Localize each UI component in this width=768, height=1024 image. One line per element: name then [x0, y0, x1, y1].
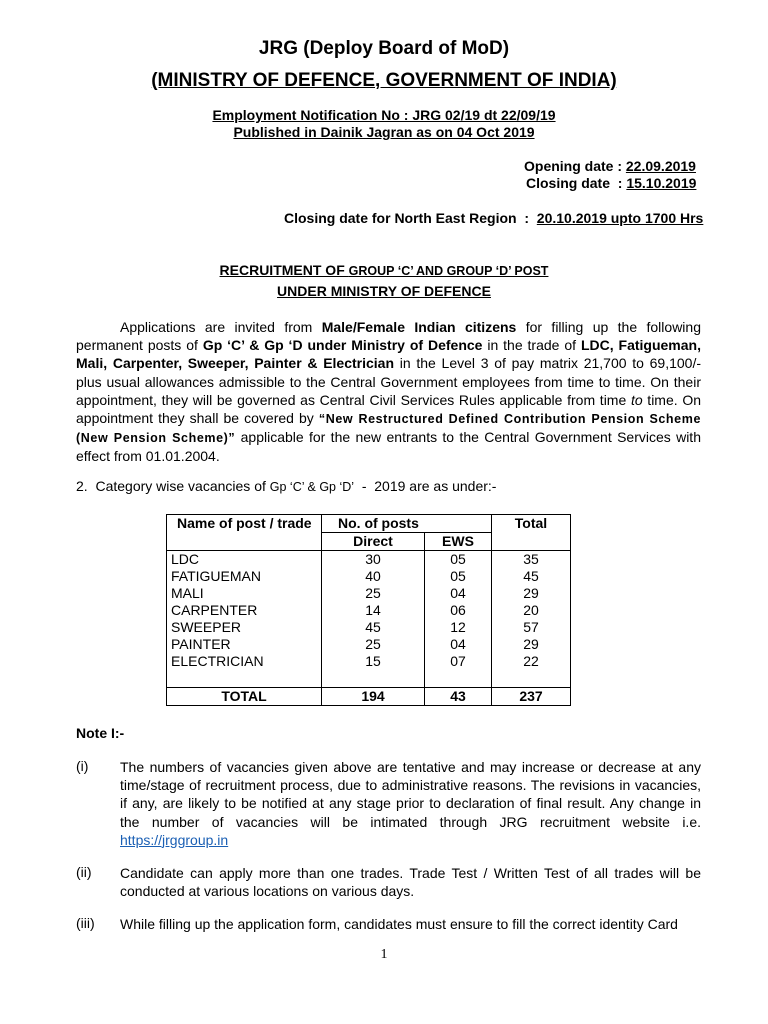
table-row: [167, 653, 571, 670]
row-direct: 40: [322, 568, 425, 585]
recruitment-subheading: UNDER MINISTRY OF DEFENCE: [277, 283, 491, 299]
notification-number: Employment Notification No : JRG 02/19 dt 22/09/19: [212, 107, 556, 123]
row-name: FATIGUEMAN: [167, 568, 322, 585]
row-ews: 12: [425, 619, 492, 636]
note-1-number: (i): [76, 758, 89, 774]
row-direct: 25: [322, 585, 425, 602]
row-name: MALI: [167, 585, 322, 602]
table-row: [167, 568, 571, 585]
intro-paragraph: Applications are invited from Male/Female Indian citizens for filling up the following permanent posts of Gp ‘C’ & Gp ‘D under Ministry of Defence in the trade of LDC, Fatigueman, Mali, Carpenter, Sweeper, Painter & Electrician in the Level 3 of pay matrix 21,700 to 69,100/- plus usual allowances admissible to the Central Government employees from time to time. On their appointment, they will be governed as Central Civil Services Rules applicable from time to time. On appointment they shall be covered by “New Restructured Defined Contribution Pension Scheme (New Pension Scheme)” applicable for the new entrants to the Central Government Services with effect from 01.01.2004.: [76, 319, 701, 465]
row-total: 22: [492, 653, 571, 670]
category-line: 2. Category wise vacancies of Gp ‘C’ & Gp ‘D’ - 2019 are as under:-: [76, 478, 497, 494]
header-posts: No. of posts: [322, 515, 492, 533]
row-direct: 14: [322, 602, 425, 619]
closing-date: Closing date : 15.10.2019: [526, 175, 697, 191]
row-direct: 45: [322, 619, 425, 636]
row-total: 29: [492, 585, 571, 602]
row-name: CARPENTER: [167, 602, 322, 619]
header-direct: Direct: [322, 533, 425, 551]
table-row: [167, 636, 571, 653]
row-total: 57: [492, 619, 571, 636]
row-total: 29: [492, 636, 571, 653]
table-row: [167, 551, 571, 569]
row-ews: 04: [425, 585, 492, 602]
page-number: 1: [380, 947, 388, 962]
row-ews: 05: [425, 551, 492, 569]
row-name: ELECTRICIAN: [167, 653, 322, 670]
row-ews: 05: [425, 568, 492, 585]
opening-date: Opening date : 22.09.2019: [524, 158, 696, 174]
vacancy-table: [166, 514, 571, 706]
row-name: LDC: [167, 551, 322, 569]
table-row: [167, 619, 571, 636]
note-3-number: (iii): [76, 915, 95, 931]
row-direct: 15: [322, 653, 425, 670]
row-direct: 30: [322, 551, 425, 569]
published-line: Published in Dainik Jagran as on 04 Oct 2019: [233, 124, 535, 140]
ne-closing-date: Closing date for North East Region : 20.10.2019 upto 1700 Hrs: [284, 210, 704, 226]
row-name: PAINTER: [167, 636, 322, 653]
total-row: [167, 688, 571, 706]
row-total: 20: [492, 602, 571, 619]
header-ews: EWS: [425, 533, 492, 551]
table-row: [167, 602, 571, 619]
header-name: Name of post / trade: [167, 515, 322, 551]
row-total: 45: [492, 568, 571, 585]
jrg-website-link[interactable]: https://jrggroup.in: [120, 831, 229, 848]
row-name: SWEEPER: [167, 619, 322, 636]
recruitment-heading: RECRUITMENT OF GROUP ‘C’ AND GROUP ‘D’ POST: [219, 262, 549, 278]
header-total: Total: [492, 515, 571, 551]
note-1-text: The numbers of vacancies given above are tentative and may increase or decrease at any time/stage of recruitment process, due to administrative reasons. The revisions in vacancies, if any, are likely to be notified at any stage prior to declaration of final result. Any change in the number of vacancies will be intimated through JRG recruitment website i.e. https://jrggroup.in: [120, 759, 701, 848]
total-total: 237: [492, 688, 571, 706]
row-ews: 07: [425, 653, 492, 670]
note-3-text: While filling up the application form, candidates must ensure to fill the correct identity Card: [120, 916, 678, 932]
total-label: TOTAL: [167, 688, 322, 706]
note-2-number: (ii): [76, 864, 92, 880]
note-label: Note I:-: [76, 725, 125, 741]
total-ews: 43: [425, 688, 492, 706]
row-total: 35: [492, 551, 571, 569]
table-row: [167, 585, 571, 602]
row-ews: 06: [425, 602, 492, 619]
row-ews: 04: [425, 636, 492, 653]
ministry-title: (MINISTRY OF DEFENCE, GOVERNMENT OF INDIA): [151, 70, 617, 91]
note-2-text: Candidate can apply more than one trades. Trade Test / Written Test of all trades will be conducted at various locations on various days.: [120, 865, 701, 900]
total-direct: 194: [322, 688, 425, 706]
org-title: JRG (Deploy Board of MoD): [258, 38, 510, 59]
row-direct: 25: [322, 636, 425, 653]
